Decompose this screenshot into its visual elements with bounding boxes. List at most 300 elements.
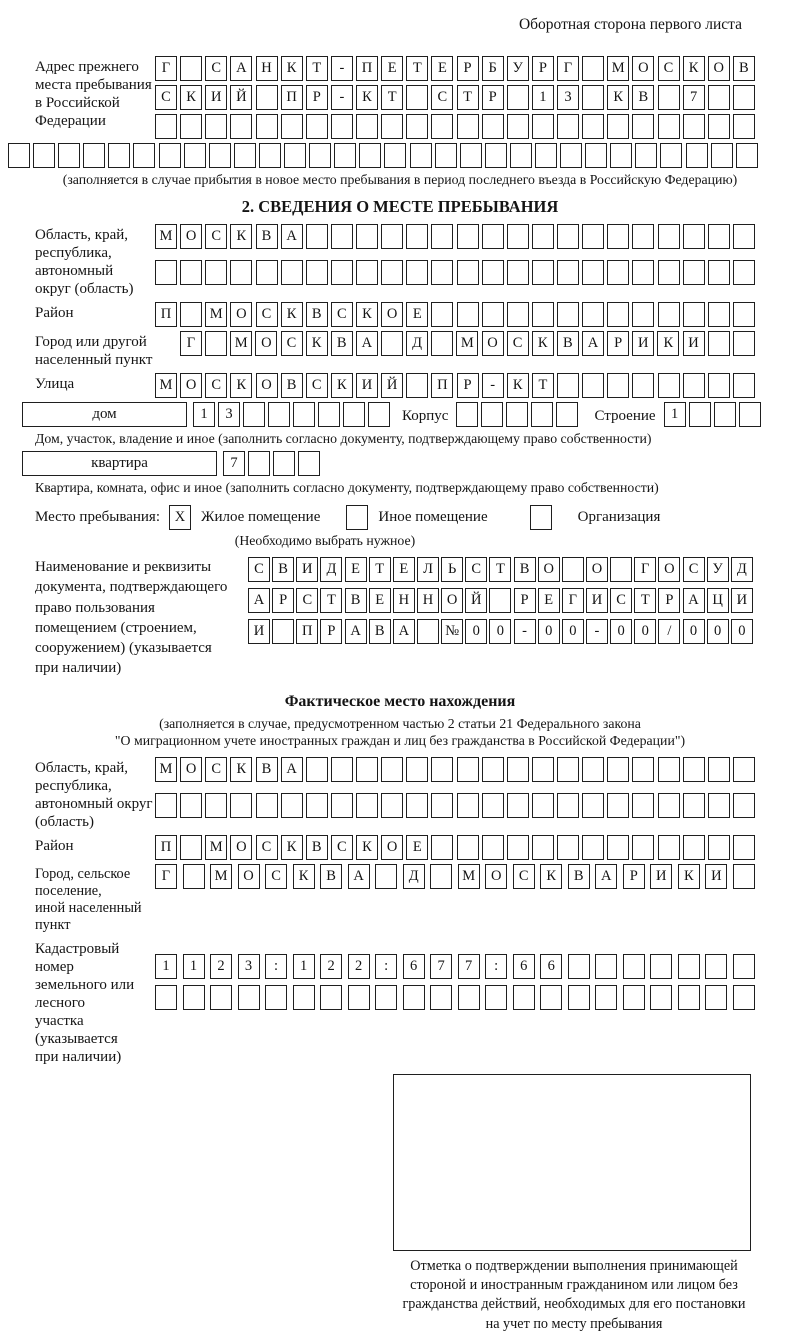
char-box — [298, 451, 320, 476]
char-box: С — [205, 224, 227, 249]
char-box — [658, 757, 680, 782]
char-box: Т — [369, 557, 391, 582]
previous-address-row-2 — [155, 85, 755, 110]
char-box — [708, 793, 730, 818]
char-box: М — [205, 835, 227, 860]
char-box: А — [345, 619, 367, 644]
apartment-caption: Квартира, комната, офис и иное (заполнить согласно документу, подтверждающему право собственности) — [35, 480, 659, 495]
char-box: К — [306, 331, 328, 356]
actual-location-title: Фактическое место нахождения — [284, 692, 516, 710]
char-box: В — [568, 864, 590, 889]
char-box — [431, 302, 453, 327]
previous-address-row-3 — [155, 114, 755, 139]
actual-region-rows — [155, 757, 755, 818]
char-box: О — [658, 557, 680, 582]
char-box — [256, 114, 278, 139]
korpus-cells — [456, 402, 578, 427]
previous-address-caption: (заполняется в случае прибытия в новое место пребывания в период последнего въезда в Российскую Федерацию) — [62, 172, 738, 187]
char-box — [83, 143, 105, 168]
char-box — [507, 302, 529, 327]
char-box — [708, 835, 730, 860]
char-box: Р — [514, 588, 536, 613]
char-box: В — [345, 588, 367, 613]
apartment-number-cells — [223, 451, 320, 476]
char-box — [733, 793, 755, 818]
char-box: И — [632, 331, 654, 356]
char-box: Р — [607, 331, 629, 356]
char-box — [582, 835, 604, 860]
char-box — [532, 835, 554, 860]
char-box: 0 — [489, 619, 511, 644]
char-box: М — [210, 864, 232, 889]
actual-city-label: Город, сельское поселение, иной населенный пункт — [35, 865, 142, 933]
char-box: С — [513, 864, 535, 889]
stay-type-checkbox-residential: X — [169, 505, 191, 530]
char-box — [381, 114, 403, 139]
char-box — [557, 835, 579, 860]
char-box — [708, 260, 730, 285]
char-box: С — [248, 557, 270, 582]
char-box: Р — [320, 619, 342, 644]
char-box — [686, 143, 708, 168]
char-box — [417, 619, 439, 644]
char-box: С — [306, 373, 328, 398]
char-box: К — [657, 331, 679, 356]
char-box — [431, 260, 453, 285]
char-box — [708, 224, 730, 249]
char-box: К — [678, 864, 700, 889]
char-box: : — [485, 954, 507, 979]
char-box — [557, 302, 579, 327]
char-box: В — [306, 835, 328, 860]
char-box — [632, 373, 654, 398]
actual-district-row — [155, 835, 755, 860]
char-box — [595, 985, 617, 1010]
char-box — [431, 224, 453, 249]
char-box: П — [155, 302, 177, 327]
char-box: Г — [557, 56, 579, 81]
char-box: А — [348, 864, 370, 889]
char-box — [410, 143, 432, 168]
char-box: Т — [381, 85, 403, 110]
district-row — [155, 302, 755, 327]
char-box — [507, 793, 529, 818]
char-box — [273, 451, 295, 476]
char-box — [711, 143, 733, 168]
char-box — [331, 224, 353, 249]
char-box: Р — [623, 864, 645, 889]
char-box: В — [306, 302, 328, 327]
char-box: О — [632, 56, 654, 81]
char-box — [456, 402, 478, 427]
char-box — [431, 114, 453, 139]
char-box — [582, 224, 604, 249]
char-box — [705, 954, 727, 979]
char-box — [610, 143, 632, 168]
char-box: Е — [538, 588, 560, 613]
char-box: М — [155, 757, 177, 782]
stay-type-label: Место пребывания: — [35, 509, 160, 525]
char-box: С — [205, 56, 227, 81]
char-box — [610, 557, 632, 582]
char-box — [406, 793, 428, 818]
city-label: Город или другой населенный пункт — [35, 334, 153, 368]
char-box — [381, 224, 403, 249]
char-box — [180, 260, 202, 285]
char-box: К — [507, 373, 529, 398]
char-box: П — [296, 619, 318, 644]
char-box: Т — [406, 56, 428, 81]
char-box: Е — [431, 56, 453, 81]
char-box: - — [586, 619, 608, 644]
char-box — [739, 402, 761, 427]
char-box: 0 — [610, 619, 632, 644]
char-box — [658, 85, 680, 110]
actual-region-row-1 — [155, 757, 755, 782]
char-box: К — [281, 835, 303, 860]
char-box — [356, 757, 378, 782]
char-box — [406, 373, 428, 398]
house-type-box: дом — [22, 402, 187, 427]
char-box — [406, 85, 428, 110]
char-box — [623, 954, 645, 979]
char-box: Т — [634, 588, 656, 613]
char-box: О — [482, 331, 504, 356]
char-box — [155, 114, 177, 139]
char-box: Е — [345, 557, 367, 582]
char-box: Р — [658, 588, 680, 613]
char-box: В — [320, 864, 342, 889]
char-box — [658, 260, 680, 285]
char-box — [557, 224, 579, 249]
char-box — [733, 224, 755, 249]
char-box: Н — [417, 588, 439, 613]
char-box — [331, 793, 353, 818]
document-row-2 — [248, 588, 753, 613]
char-box — [375, 985, 397, 1010]
char-box — [183, 864, 205, 889]
char-box — [532, 224, 554, 249]
char-box — [683, 373, 705, 398]
char-box: Д — [406, 331, 428, 356]
char-box — [331, 114, 353, 139]
char-box — [582, 757, 604, 782]
char-box — [381, 793, 403, 818]
char-box — [632, 114, 654, 139]
char-box: № — [441, 619, 463, 644]
char-box — [180, 114, 202, 139]
char-box — [683, 793, 705, 818]
char-box: К — [230, 757, 252, 782]
char-box: : — [375, 954, 397, 979]
char-box — [431, 757, 453, 782]
char-box — [406, 224, 428, 249]
char-box — [535, 143, 557, 168]
char-box: О — [230, 835, 252, 860]
char-box — [268, 402, 290, 427]
document-rows — [248, 557, 753, 679]
char-box: Г — [155, 56, 177, 81]
char-box — [205, 114, 227, 139]
char-box: О — [538, 557, 560, 582]
apartment-type-box: квартира — [22, 451, 217, 476]
char-box — [660, 143, 682, 168]
char-box — [683, 224, 705, 249]
house-number-cells — [193, 402, 390, 427]
char-box: 7 — [683, 85, 705, 110]
char-box — [733, 373, 755, 398]
char-box — [507, 114, 529, 139]
char-box — [568, 954, 590, 979]
char-box: В — [733, 56, 755, 81]
document-row-1 — [248, 557, 753, 582]
char-box: Е — [406, 302, 428, 327]
char-box — [582, 793, 604, 818]
char-box: Г — [180, 331, 202, 356]
char-box — [482, 757, 504, 782]
char-box — [457, 757, 479, 782]
char-box — [430, 985, 452, 1010]
char-box: С — [256, 835, 278, 860]
char-box — [708, 757, 730, 782]
char-box — [683, 114, 705, 139]
char-box: Е — [393, 557, 415, 582]
stay-type-option-other: Иное помещение — [378, 509, 488, 525]
char-box — [457, 260, 479, 285]
char-box — [532, 114, 554, 139]
char-box — [582, 373, 604, 398]
char-box: О — [485, 864, 507, 889]
char-box: С — [431, 85, 453, 110]
char-box — [331, 260, 353, 285]
char-box: Е — [406, 835, 428, 860]
char-box: 1 — [193, 402, 215, 427]
char-box — [184, 143, 206, 168]
char-box — [733, 114, 755, 139]
char-box — [607, 224, 629, 249]
char-box — [481, 402, 503, 427]
char-box: С — [465, 557, 487, 582]
char-box: М — [458, 864, 480, 889]
char-box — [457, 224, 479, 249]
char-box — [265, 985, 287, 1010]
char-box: В — [514, 557, 536, 582]
char-box: Л — [417, 557, 439, 582]
char-box: С — [296, 588, 318, 613]
char-box: В — [256, 757, 278, 782]
char-box: К — [281, 56, 303, 81]
char-box — [532, 260, 554, 285]
char-box: С — [256, 302, 278, 327]
previous-address-block — [0, 56, 800, 139]
char-box — [582, 260, 604, 285]
char-box — [356, 114, 378, 139]
char-box: - — [482, 373, 504, 398]
actual-region-block — [0, 757, 800, 831]
char-box — [507, 757, 529, 782]
char-box — [531, 402, 553, 427]
char-box: М — [205, 302, 227, 327]
char-box: В — [557, 331, 579, 356]
char-box: М — [230, 331, 252, 356]
char-box: М — [155, 373, 177, 398]
char-box: 1 — [293, 954, 315, 979]
char-box: 0 — [562, 619, 584, 644]
char-box — [180, 793, 202, 818]
char-box: Р — [306, 85, 328, 110]
char-box: Р — [272, 588, 294, 613]
char-box — [733, 985, 755, 1010]
char-box: О — [180, 373, 202, 398]
char-box: В — [632, 85, 654, 110]
char-box: С — [610, 588, 632, 613]
char-box: А — [356, 331, 378, 356]
char-box — [623, 985, 645, 1010]
char-box: Й — [381, 373, 403, 398]
char-box: А — [281, 224, 303, 249]
char-box — [714, 402, 736, 427]
char-box — [513, 985, 535, 1010]
char-box — [460, 143, 482, 168]
char-box — [632, 224, 654, 249]
char-box: К — [281, 302, 303, 327]
char-box — [458, 985, 480, 1010]
char-box — [482, 835, 504, 860]
char-box: 7 — [223, 451, 245, 476]
char-box: Д — [403, 864, 425, 889]
previous-address-row-1 — [155, 56, 755, 81]
char-box — [705, 985, 727, 1010]
char-box — [560, 143, 582, 168]
char-box — [557, 260, 579, 285]
region-rows — [155, 224, 755, 285]
cadastral-row-2 — [155, 985, 755, 1010]
char-box — [457, 114, 479, 139]
char-box: С — [265, 864, 287, 889]
stroenie-label: Строение — [594, 407, 656, 424]
document-row-3 — [248, 619, 753, 644]
char-box: И — [586, 588, 608, 613]
cadastral-label: Кадастровый номер земельного или лесного участка (указывается при наличии) — [35, 941, 135, 1066]
cadastral-block — [0, 938, 800, 1066]
char-box — [507, 835, 529, 860]
char-box — [733, 331, 755, 356]
char-box — [406, 260, 428, 285]
char-box — [256, 85, 278, 110]
char-box: Й — [465, 588, 487, 613]
char-box — [281, 260, 303, 285]
char-box: С — [155, 85, 177, 110]
char-box: Н — [256, 56, 278, 81]
char-box — [293, 985, 315, 1010]
char-box — [595, 954, 617, 979]
stay-type-checkbox-organization — [530, 505, 552, 530]
stay-type-checkbox-other — [346, 505, 368, 530]
char-box: 1 — [155, 954, 177, 979]
char-box: Н — [393, 588, 415, 613]
house-line — [0, 402, 800, 427]
char-box: В — [281, 373, 303, 398]
char-box — [259, 143, 281, 168]
char-box — [155, 793, 177, 818]
char-box: К — [230, 373, 252, 398]
char-box — [632, 260, 654, 285]
char-box — [381, 757, 403, 782]
char-box: К — [356, 302, 378, 327]
char-box: К — [180, 85, 202, 110]
city-block — [0, 331, 800, 369]
char-box: Г — [155, 864, 177, 889]
char-box: А — [248, 588, 270, 613]
char-box: 0 — [707, 619, 729, 644]
char-box — [334, 143, 356, 168]
char-box — [243, 402, 265, 427]
char-box — [403, 985, 425, 1010]
char-box — [683, 302, 705, 327]
char-box — [205, 793, 227, 818]
char-box: И — [296, 557, 318, 582]
char-box — [658, 835, 680, 860]
char-box — [482, 114, 504, 139]
char-box: - — [331, 56, 353, 81]
char-box: 3 — [557, 85, 579, 110]
char-box — [384, 143, 406, 168]
char-box — [607, 835, 629, 860]
char-box — [8, 143, 30, 168]
char-box — [482, 302, 504, 327]
char-box — [708, 373, 730, 398]
stay-type-row — [0, 505, 800, 530]
char-box: С — [205, 757, 227, 782]
char-box: 0 — [683, 619, 705, 644]
char-box — [230, 793, 252, 818]
char-box: С — [331, 302, 353, 327]
house-caption: Дом, участок, владение и иное (заполнить согласно документу, подтверждающему право собственности) — [35, 431, 652, 446]
cadastral-rows — [155, 954, 755, 1010]
char-box: П — [155, 835, 177, 860]
char-box — [281, 114, 303, 139]
char-box — [375, 864, 397, 889]
char-box: Р — [457, 56, 479, 81]
char-box — [607, 373, 629, 398]
char-box — [256, 260, 278, 285]
char-box — [381, 260, 403, 285]
district-label: Район — [35, 305, 74, 321]
char-box: М — [607, 56, 629, 81]
char-box — [457, 793, 479, 818]
char-box — [485, 143, 507, 168]
char-box: 6 — [403, 954, 425, 979]
char-box: Р — [482, 85, 504, 110]
char-box — [607, 302, 629, 327]
char-box: 1 — [532, 85, 554, 110]
char-box — [632, 757, 654, 782]
char-box — [406, 757, 428, 782]
char-box: О — [180, 757, 202, 782]
char-box: У — [707, 557, 729, 582]
char-box — [230, 260, 252, 285]
char-box — [356, 224, 378, 249]
char-box: К — [356, 835, 378, 860]
region-row-1 — [155, 224, 755, 249]
char-box — [457, 835, 479, 860]
char-box — [306, 793, 328, 818]
char-box: : — [265, 954, 287, 979]
char-box — [248, 451, 270, 476]
char-box: П — [356, 56, 378, 81]
char-box: 0 — [731, 619, 753, 644]
char-box — [457, 302, 479, 327]
